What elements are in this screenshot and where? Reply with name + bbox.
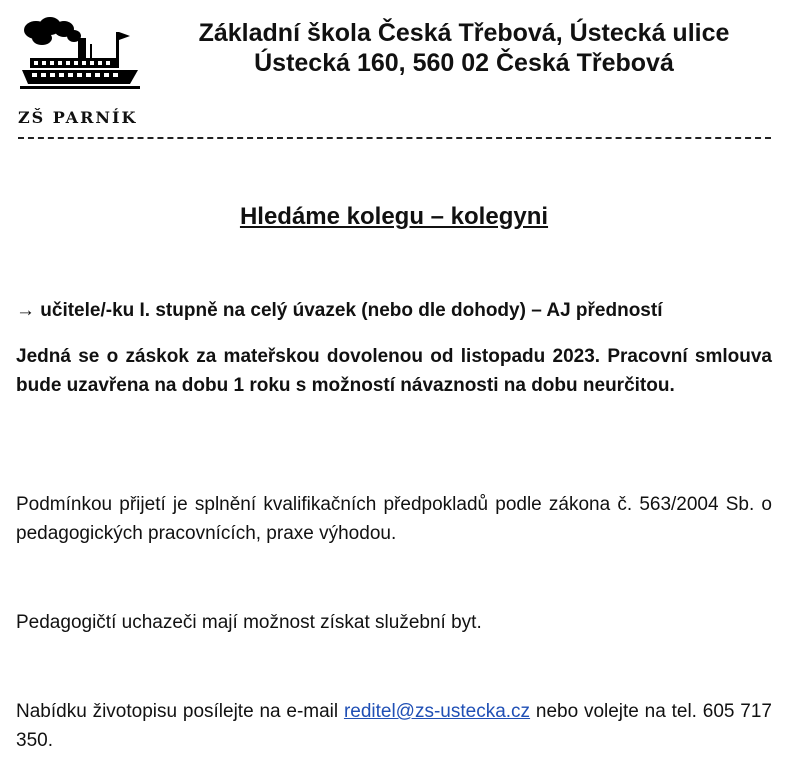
brand-name: ZŠ PARNÍK: [18, 108, 138, 127]
page-title-text: Hledáme kolegu – kolegyni: [239, 203, 549, 230]
contact-prefix: Nabídku životopisu posílejte na e-mail: [16, 701, 344, 722]
page-title: [16, 201, 772, 233]
position-line: → učitele/-ku I. stupně na celý úvazek (nebo dle dohody) – AJ předností: [16, 300, 663, 321]
contact-suffix: nebo volejte na tel. 605 717 350.: [16, 701, 772, 751]
school-address: Ústecká 160, 560 02 Česká Třebová: [254, 49, 674, 77]
school-name: Základní škola Česká Třebová, Ústecká ulice: [198, 19, 730, 47]
contact-paragraph: [16, 697, 772, 755]
requirements-paragraph: Podmínkou přijetí je splnění kvalifikačních předpokladů podle zákona č. 563/2004 Sb. o pedagogických pracovnících, praxe výhodou.: [16, 494, 772, 544]
school-header: [150, 18, 778, 78]
steamboat-icon: [18, 14, 142, 92]
housing-paragraph: Pedagogičtí uchazeči mají možnost získat služební byt.: [16, 612, 482, 633]
job-details-paragraph: Jedná se o záskok za mateřskou dovolenou od listopadu 2023. Pracovní smlouva bude uzavřena na dobu 1 roku s možností návaznosti na dobu neurčitou.: [16, 346, 772, 396]
email-link[interactable]: reditel@zs-ustecka.cz: [343, 701, 531, 722]
header-divider: [18, 137, 771, 139]
